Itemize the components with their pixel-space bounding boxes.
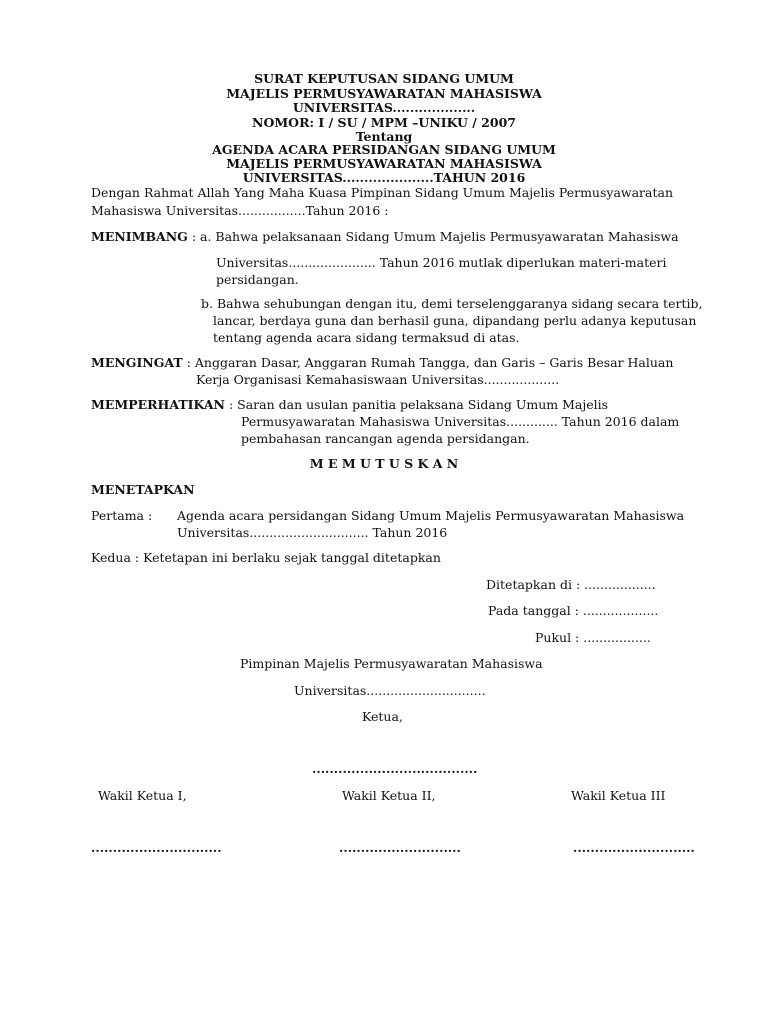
menimbang-row bbox=[91, 229, 679, 244]
header-line-1: SURAT KEPUTUSAN SIDANG UMUM bbox=[254, 71, 514, 86]
pertama-line-1: Agenda acara persidangan Sidang Umum Majelis Permusyawaratan Mahasiswa bbox=[177, 508, 685, 523]
menetapkan-heading: MENETAPKAN bbox=[91, 482, 195, 497]
memperhatikan-line-1: Saran dan usulan panitia pelaksana Sidang Umum Majelis bbox=[237, 397, 609, 412]
signature-wakil-3: Wakil Ketua III bbox=[571, 788, 666, 803]
pertama-line-2: Universitas.............................. Tahun 2016 bbox=[177, 525, 448, 540]
pertama-label: Pertama : bbox=[91, 508, 153, 523]
signature-wakil-1: Wakil Ketua I, bbox=[98, 788, 187, 803]
memperhatikan-label: MEMPERHATIKAN bbox=[91, 397, 225, 412]
menimbang-separator: : bbox=[187, 229, 201, 244]
menimbang-b-line-3: tentang agenda acara sidang termaksud di atas. bbox=[213, 330, 520, 345]
ditetapkan-date: Pada tanggal : ................... bbox=[488, 603, 659, 618]
menimbang-a-line-3: persidangan. bbox=[216, 272, 299, 287]
memperhatikan-separator: : bbox=[224, 397, 238, 412]
header-line-2: MAJELIS PERMUSYAWARATAN MAHASISWA bbox=[226, 86, 542, 101]
menimbang-a-line-1: a. Bahwa pelaksanaan Sidang Umum Majelis Permusyawaratan Mahasiswa bbox=[200, 229, 679, 244]
mengingat-row bbox=[91, 355, 673, 370]
signature-wakil-1-line: .............................. bbox=[91, 840, 222, 855]
menimbang-b-line-2: lancar, berdaya guna dan berhasil guna, dipandang perlu adanya keputusan bbox=[213, 313, 697, 328]
signature-wakil-2-line: ............................ bbox=[339, 840, 461, 855]
header-line-6: AGENDA ACARA PERSIDANGAN SIDANG UMUM bbox=[212, 142, 556, 157]
menimbang-label: MENIMBANG bbox=[91, 229, 188, 244]
mengingat-line-1: Anggaran Dasar, Anggaran Rumah Tangga, dan Garis – Garis Besar Haluan bbox=[194, 355, 674, 370]
menimbang-a-line-2: Universitas...................... Tahun 2016 mutlak diperlukan materi-materi bbox=[216, 255, 667, 270]
header-nomor: NOMOR: I / SU / MPM –UNIKU / 2007 bbox=[252, 115, 516, 130]
ditetapkan-place: Ditetapkan di : .................. bbox=[486, 577, 656, 592]
signature-wakil-3-line: ............................ bbox=[573, 840, 695, 855]
mengingat-label: MENGINGAT bbox=[91, 355, 183, 370]
kedua-line: Kedua : Ketetapan ini berlaku sejak tanggal ditetapkan bbox=[91, 550, 441, 565]
header-tentang: Tentang bbox=[355, 129, 413, 144]
opening-line-2: Mahasiswa Universitas.................Tahun 2016 : bbox=[91, 203, 389, 218]
signature-wakil-2: Wakil Ketua II, bbox=[342, 788, 436, 803]
memperhatikan-line-3: pembahasan rancangan agenda persidangan. bbox=[241, 431, 530, 446]
menimbang-b-line-1: b. Bahwa sehubungan dengan itu, demi terselenggaranya sidang secara tertib, bbox=[201, 296, 703, 311]
signature-line-2: Universitas.............................. bbox=[294, 683, 486, 698]
header-line-8: UNIVERSITAS.....................TAHUN 2016 bbox=[242, 170, 526, 185]
header-line-7: MAJELIS PERMUSYAWARATAN MAHASISWA bbox=[226, 156, 542, 171]
mengingat-line-2: Kerja Organisasi Kemahasiswaan Universitas................... bbox=[196, 372, 560, 387]
signature-line-1: Pimpinan Majelis Permusyawaratan Mahasiswa bbox=[240, 656, 543, 671]
memperhatikan-row bbox=[91, 397, 608, 412]
header-line-3: UNIVERSITAS................... bbox=[292, 100, 476, 115]
mengingat-separator: : bbox=[182, 355, 195, 370]
signature-ketua-line: ...................................... bbox=[312, 761, 478, 776]
memperhatikan-line-2: Permusyawaratan Mahasiswa Universitas............. Tahun 2016 dalam bbox=[241, 414, 680, 429]
opening-line-1: Dengan Rahmat Allah Yang Maha Kuasa Pimpinan Sidang Umum Majelis Permusyawaratan bbox=[91, 185, 674, 200]
ditetapkan-time: Pukul : ................. bbox=[535, 630, 651, 645]
signature-ketua: Ketua, bbox=[362, 709, 403, 724]
memutuskan-heading: M E M U T U S K A N bbox=[309, 456, 459, 471]
